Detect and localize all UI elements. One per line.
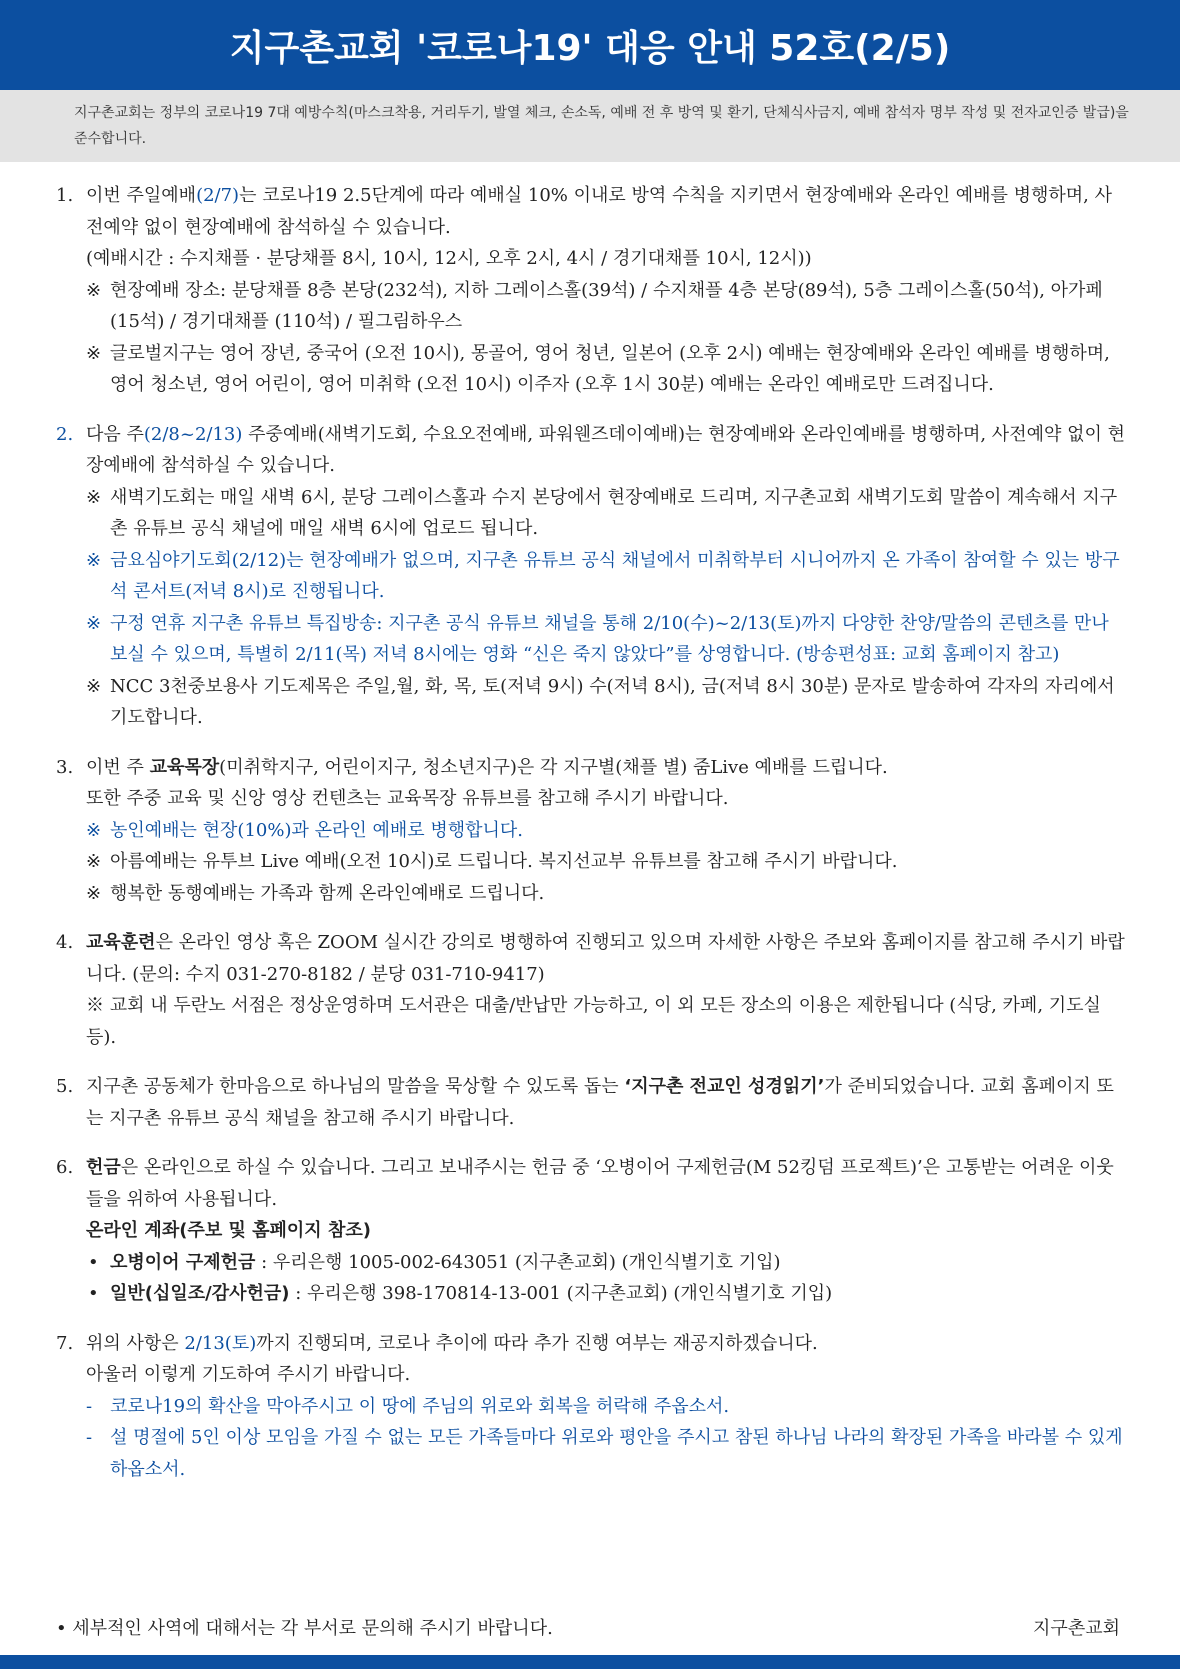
section-3 [56, 752, 1126, 910]
note-mark: ※ [86, 675, 102, 697]
text: 다음 주 [86, 423, 144, 445]
prayer-text: 설 명절에 5인 이상 모임을 가질 수 없는 모든 가족들마다 위로와 평안을 주시고 참된 하나님 나라의 확장된 가족을 바라볼 수 있게 하옵소서. [110, 1427, 1123, 1480]
prayer-item [86, 1422, 1126, 1485]
note-text: 교회 내 두란노 서점은 정상운영하며 도서관은 대출/반납만 가능하고, 이 외 모든 장소의 이용은 제한됩니다 (식당, 카페, 기도실 등). [86, 995, 1101, 1048]
note-mark: ※ [86, 279, 102, 301]
note-text: 농인예배는 현장(10%)과 온라인 예배로 병행합니다. [110, 819, 524, 841]
text: 주중예배(새벽기도회, 수요오전예배, 파워웬즈데이예배)는 현장예배와 온라인예배를 병행하며, 사전예약 없이 현장예배에 참석하실 수 있습니다. [86, 423, 1125, 476]
text: 은 온라인 영상 혹은 ZOOM 실시간 강의로 병행하여 진행되고 있으며 자세한 사항은 주보와 홈페이지를 참고해 주시기 바랍니다. (문의: 수지 031-270-8182 / 분당 031-710-9417) [86, 932, 1125, 985]
account-item [86, 1247, 1126, 1279]
prayer-item [86, 1391, 1126, 1423]
section-text-line: 아울러 이렇게 기도하여 주시기 바랍니다. [86, 1364, 411, 1385]
text: 가 준비되었습니다. 교회 홈페이지 또는 지구촌 유튜브 공식 채널을 참고해 주시기 바랍니다. [86, 1076, 1114, 1129]
note-item [86, 275, 1126, 338]
bullet-mark: • [88, 1283, 99, 1304]
note-text: 새벽기도회는 매일 새벽 6시, 분당 그레이스홀과 수지 본당에서 현장예배로 드리며, 지구촌교회 새벽기도회 말씀이 계속해서 지구촌 유튜브 공식 채널에 매일 새벽 6시에 업로드 됩니다. [110, 486, 1118, 539]
section-text-line: 또한 주중 교육 및 신앙 영상 컨텐츠는 교육목장 유튜브를 참고해 주시기 바랍니다. [86, 788, 729, 809]
dash-mark: - [86, 1427, 93, 1448]
section-7 [56, 1328, 1126, 1486]
note-item [86, 990, 1126, 1053]
footer-church-name: 지구촌교회 [1033, 1618, 1120, 1639]
section-number: 6. [56, 1157, 74, 1178]
note-mark: ※ [86, 612, 102, 634]
section-number: 2. [56, 423, 74, 445]
accounts-title-text: 온라인 계좌(주보 및 홈페이지 참조) [86, 1220, 371, 1241]
section-text [86, 927, 1126, 990]
bold-term: ‘지구촌 전교인 성경읽기’ [624, 1076, 825, 1097]
note-item [86, 671, 1126, 734]
footer-note: • 세부적인 사역에 대해서는 각 부서로 문의해 주시기 바랍니다. [56, 1618, 553, 1639]
announcement-list [56, 180, 1126, 1503]
text: 위의 사항은 [86, 1332, 185, 1354]
page-title: 지구촌교회 '코로나19' 대응 안내 52호(2/5) [229, 27, 951, 69]
prevention-notice: 지구촌교회는 정부의 코로나19 7대 예방수칙(마스크착용, 거리두기, 발열 체크, 손소독, 예배 전 후 방역 및 환기, 단체식사금지, 예배 참석자 명부 작성 및 전자교인증 발급)을 준수합니다. [0, 90, 1180, 162]
header-banner [0, 0, 1180, 90]
note-text: 아름예배는 유투브 Live 예배(오전 10시)로 드립니다. 복지선교부 유튜브를 참고해 주시기 바랍니다. [110, 851, 898, 872]
note-mark: ※ [86, 851, 102, 872]
section-text [86, 1328, 1126, 1360]
text: 은 온라인으로 하실 수 있습니다. 그리고 보내주시는 헌금 중 ‘오병이어 구제헌금(M 52킹덤 프로젝트)’은 고통받는 어려운 이웃들을 위하여 사용됩니다. [86, 1157, 1114, 1210]
worship-times: (예배시간 : 수지채플 · 분당채플 8시, 10시, 12시, 오후 2시, 4시 / 경기대채플 10시, 12시)) [86, 248, 812, 269]
account-value: : 우리은행 1005-002-643051 (지구촌교회) (개인식별기호 기입) [255, 1251, 781, 1273]
note-item-highlight [86, 608, 1126, 671]
account-label: 오병이어 구제헌금 [110, 1251, 256, 1273]
section-text [86, 419, 1126, 482]
section-text [86, 752, 1126, 784]
prayer-text: 코로나19의 확산을 막아주시고 이 땅에 주님의 위로와 회복을 허락해 주옵소서. [110, 1395, 730, 1417]
account-item [86, 1278, 1126, 1310]
text: 이번 주 [86, 756, 150, 778]
section-2 [56, 419, 1126, 734]
note-mark: ※ [86, 549, 102, 571]
note-text: 구정 연휴 지구촌 유튜브 특집방송: 지구촌 공식 유튜브 채널을 통해 2/10(수)~2/13(토)까지 다양한 찬양/말씀의 콘텐츠를 만나보실 수 있으며, 특별히 2/11(목) 저녁 8시에는 영화 “신은 죽지 않았다”를 상영합니다. (방송편성표: 교회 홈페이지 참고) [110, 612, 1109, 665]
text: 는 코로나19 2.5단계에 따라 예배실 10% 이내로 방역 수칙을 지키면서 현장예배와 온라인 예배를 병행하며, 사전예약 없이 현장예배에 참석하실 수 있습니다. [86, 185, 1112, 238]
accounts-title [86, 1215, 1126, 1247]
note-text: NCC 3천중보용사 기도제목은 주일,월, 화, 목, 토(저녁 9시) 수(저녁 8시), 금(저녁 8시 30분) 문자로 발송하여 각자의 자리에서 기도합니다. [110, 675, 1115, 728]
note-mark: ※ [86, 995, 104, 1016]
note-mark: ※ [86, 342, 102, 364]
note-text: 현장예배 장소: 분당채플 8층 본당(232석), 지하 그레이스홀(39석) / 수지채플 4층 본당(89석), 5층 그레이스홀(50석), 아가페(15석) / 경기대채플 (110석) / 필그림하우스 [110, 279, 1103, 332]
dash-mark: - [86, 1395, 93, 1417]
note-mark: ※ [86, 819, 102, 841]
bold-term: 교육목장 [149, 756, 220, 778]
text: 이번 주일예배 [86, 185, 197, 206]
footer [56, 1614, 1120, 1640]
section-6 [56, 1152, 1126, 1310]
text: 지구촌 공동체가 한마음으로 하나님의 말씀을 묵상할 수 있도록 돕는 [86, 1076, 625, 1097]
date-highlight: (2/8~2/13) [143, 423, 243, 445]
section-number: 7. [56, 1332, 74, 1354]
note-text: 글로벌지구는 영어 장년, 중국어 (오전 10시), 몽골어, 영어 청년, 일본어 (오후 2시) 예배는 현장예배와 온라인 예배를 병행하며, 영어 청소년, 영어 어린이, 영어 미취학 (오전 10시) 이주자 (오후 1시 30분) 예배는 온라인 예배로만 드려집니다. [110, 342, 1110, 395]
date-highlight: 2/13(토) [184, 1332, 257, 1354]
section-number: 3. [56, 756, 74, 778]
section-number: 5. [56, 1076, 74, 1097]
text: (미취학지구, 어린이지구, 청소년지구)은 각 지구별(채플 별) 줌Live 예배를 드립니다. [219, 756, 888, 778]
text: 까지 진행되며, 코로나 추이에 따라 추가 진행 여부는 재공지하겠습니다. [256, 1332, 818, 1354]
bullet-mark: • [88, 1251, 99, 1273]
note-item-highlight [86, 545, 1126, 608]
section-text [86, 1071, 1126, 1134]
date-highlight: (2/7) [196, 185, 240, 206]
section-number: 4. [56, 932, 74, 953]
section-number: 1. [56, 185, 74, 206]
bottom-bar [0, 1655, 1180, 1669]
note-item [86, 878, 1126, 910]
section-text [86, 1152, 1126, 1215]
note-item [86, 482, 1126, 545]
section-1 [56, 180, 1126, 401]
note-mark: ※ [86, 486, 102, 508]
note-item-highlight [86, 815, 1126, 847]
note-text: 금요심야기도회(2/12)는 현장예배가 없으며, 지구촌 유튜브 공식 채널에서 미취학부터 시니어까지 온 가족이 참여할 수 있는 방구석 콘서트(저녁 8시)로 진행됩니다. [110, 549, 1120, 602]
section-5 [56, 1071, 1126, 1134]
account-value: : 우리은행 398-170814-13-001 (지구촌교회) (개인식별기호 기입) [289, 1283, 833, 1304]
bold-term: 교육훈련 [86, 932, 156, 953]
note-item [86, 338, 1126, 401]
note-mark: ※ [86, 882, 102, 904]
note-text: 행복한 동행예배는 가족과 함께 온라인예배로 드립니다. [110, 882, 545, 904]
bold-term: 헌금 [86, 1157, 121, 1178]
section-text [86, 180, 1126, 243]
account-label: 일반(십일조/감사헌금) [110, 1283, 290, 1304]
section-4 [56, 927, 1126, 1053]
note-item [86, 846, 1126, 878]
